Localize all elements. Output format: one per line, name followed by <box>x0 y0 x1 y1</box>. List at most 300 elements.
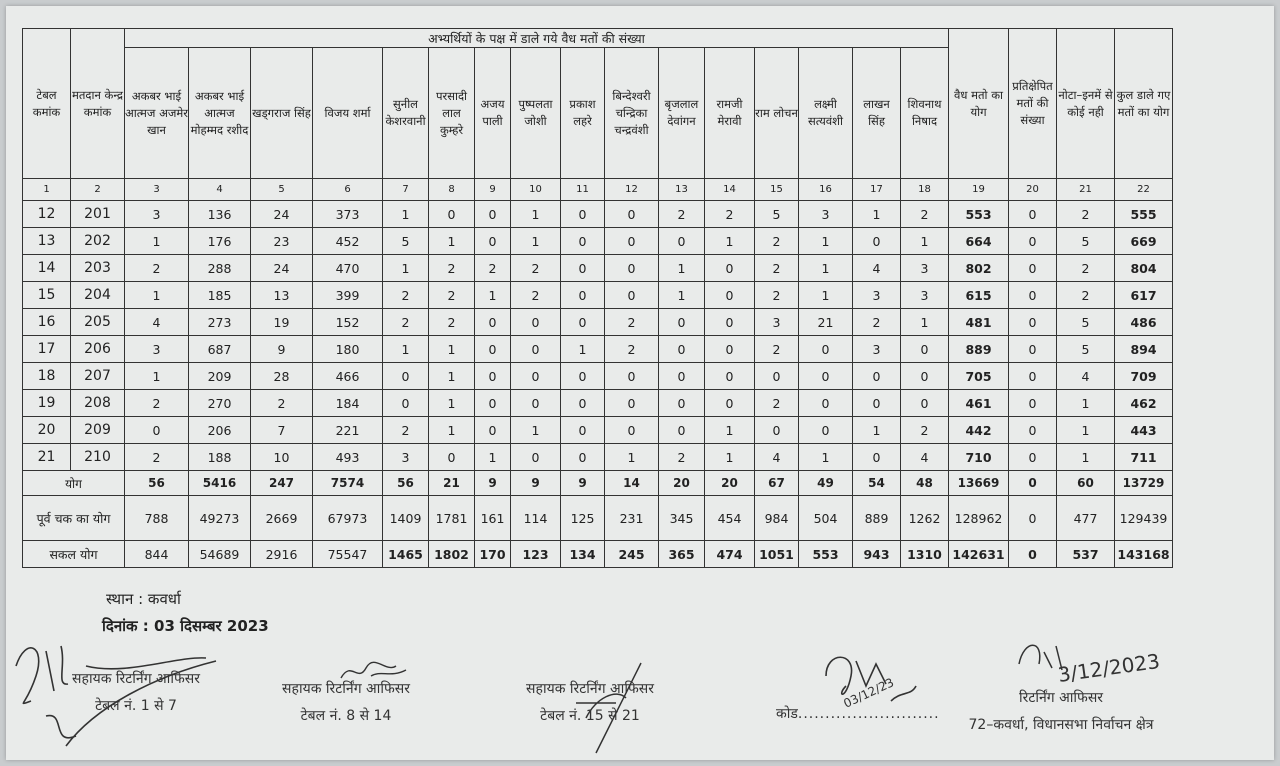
table-cell: 0 <box>1009 228 1057 255</box>
table-cell: 152 <box>313 309 383 336</box>
table-cell: 4 <box>853 255 901 282</box>
table-cell: 0 <box>605 390 659 417</box>
header-valid-total: वैध मतो का योग <box>949 29 1009 179</box>
grand-row <box>23 541 1173 568</box>
table-row <box>23 336 1173 363</box>
table-cell: 1 <box>901 228 949 255</box>
table-cell: 1 <box>1057 444 1115 471</box>
table-cell: 1310 <box>901 541 949 568</box>
table-cell: 373 <box>313 201 383 228</box>
header-candidate: विजय शर्मा <box>313 48 383 179</box>
table-cell: 2 <box>755 255 799 282</box>
table-cell: 442 <box>949 417 1009 444</box>
table-cell: 0 <box>561 417 605 444</box>
table-cell: 180 <box>313 336 383 363</box>
table-cell: 204 <box>71 282 125 309</box>
table-cell: 20 <box>659 471 705 496</box>
row-label: योग <box>23 471 125 496</box>
header-candidate: लक्ष्मी सत्यवंशी <box>799 48 853 179</box>
column-number: 17 <box>853 179 901 201</box>
table-cell: 0 <box>659 390 705 417</box>
table-cell: 461 <box>949 390 1009 417</box>
table-row <box>23 363 1173 390</box>
table-cell: 711 <box>1115 444 1173 471</box>
signature-block-4: कोड.......................... <box>776 706 940 722</box>
table-cell: 10 <box>251 444 313 471</box>
table-cell: 0 <box>561 282 605 309</box>
table-cell: 2 <box>755 336 799 363</box>
column-number: 6 <box>313 179 383 201</box>
table-cell: 0 <box>901 336 949 363</box>
table-cell: 1 <box>383 255 429 282</box>
table-cell: 452 <box>313 228 383 255</box>
date-text: दिनांक : 03 दिसम्बर 2023 <box>102 617 269 635</box>
table-cell: 0 <box>511 363 561 390</box>
table-cell: 0 <box>561 363 605 390</box>
table-cell: 49 <box>799 471 853 496</box>
table-row <box>23 444 1173 471</box>
table-cell: 553 <box>949 201 1009 228</box>
table-cell: 2 <box>429 255 475 282</box>
table-cell: 1 <box>799 444 853 471</box>
header-candidate: प्रकाश लहरे <box>561 48 605 179</box>
table-cell: 0 <box>755 363 799 390</box>
table-cell: 1781 <box>429 496 475 541</box>
table-cell: 0 <box>853 228 901 255</box>
total-row <box>23 471 1173 496</box>
table-cell: 2 <box>429 309 475 336</box>
sig5-title: रिटर्निंग आफिसर <box>1018 690 1104 706</box>
table-cell: 14 <box>23 255 71 282</box>
header-candidate: सुनील केशरवानी <box>383 48 429 179</box>
table-cell: 0 <box>659 228 705 255</box>
table-cell: 176 <box>189 228 251 255</box>
table-cell: 537 <box>1057 541 1115 568</box>
result-sheet <box>6 6 1274 760</box>
table-row <box>23 228 1173 255</box>
column-number: 22 <box>1115 179 1173 201</box>
table-cell: 20 <box>23 417 71 444</box>
sig1-sub: टेबल नं. 1 से 7 <box>95 698 177 714</box>
table-cell: 1 <box>511 201 561 228</box>
header-candidate: राम लोचन <box>755 48 799 179</box>
table-cell: 1 <box>799 282 853 309</box>
table-cell: 3 <box>383 444 429 471</box>
table-cell: 2 <box>659 201 705 228</box>
column-number: 21 <box>1057 179 1115 201</box>
table-cell: 1802 <box>429 541 475 568</box>
table-cell: 1 <box>429 228 475 255</box>
table-cell: 3 <box>125 201 189 228</box>
table-cell: 2 <box>755 228 799 255</box>
table-cell: 1 <box>125 228 189 255</box>
table-cell: 2 <box>605 336 659 363</box>
header-candidate: बृजलाल देवांगन <box>659 48 705 179</box>
table-cell: 0 <box>705 336 755 363</box>
table-cell: 0 <box>1009 309 1057 336</box>
table-cell: 617 <box>1115 282 1173 309</box>
sig3-sub: टेबल नं. 15 से 21 <box>540 708 640 724</box>
table-cell: 0 <box>705 390 755 417</box>
table-cell: 894 <box>1115 336 1173 363</box>
sig2-sub: टेबल नं. 8 से 14 <box>300 708 392 724</box>
table-cell: 143168 <box>1115 541 1173 568</box>
sig5-sub: 72–कवर्धा, विधानसभा निर्वाचन क्षेत्र <box>968 717 1154 733</box>
signature-scribble-5 <box>1014 634 1164 694</box>
table-cell: 1 <box>383 201 429 228</box>
table-cell: 0 <box>605 417 659 444</box>
table-cell: 221 <box>313 417 383 444</box>
table-cell: 208 <box>71 390 125 417</box>
table-cell: 486 <box>1115 309 1173 336</box>
table-cell: 0 <box>659 309 705 336</box>
table-cell: 462 <box>1115 390 1173 417</box>
table-cell: 0 <box>853 390 901 417</box>
table-cell: 2 <box>1057 255 1115 282</box>
table-cell: 984 <box>755 496 799 541</box>
table-cell: 0 <box>475 309 511 336</box>
table-row <box>23 255 1173 282</box>
table-cell: 5 <box>1057 309 1115 336</box>
table-cell: 0 <box>561 444 605 471</box>
column-number: 15 <box>755 179 799 201</box>
table-cell: 454 <box>705 496 755 541</box>
column-number: 19 <box>949 179 1009 201</box>
table-cell: 2 <box>901 201 949 228</box>
table-cell: 0 <box>1009 541 1057 568</box>
table-cell: 0 <box>1009 471 1057 496</box>
table-cell: 245 <box>605 541 659 568</box>
table-cell: 0 <box>705 255 755 282</box>
table-cell: 5 <box>1057 336 1115 363</box>
table-cell: 28 <box>251 363 313 390</box>
table-cell: 0 <box>659 363 705 390</box>
table-cell: 1 <box>511 417 561 444</box>
table-cell: 0 <box>475 336 511 363</box>
table-cell: 24 <box>251 255 313 282</box>
table-cell: 705 <box>949 363 1009 390</box>
table-cell: 19 <box>251 309 313 336</box>
table-cell: 443 <box>1115 417 1173 444</box>
table-cell: 2 <box>755 282 799 309</box>
table-cell: 0 <box>429 201 475 228</box>
table-cell: 0 <box>853 444 901 471</box>
table-cell: 273 <box>189 309 251 336</box>
table-cell: 1 <box>705 444 755 471</box>
table-cell: 2 <box>1057 201 1115 228</box>
table-cell: 7 <box>251 417 313 444</box>
column-number: 10 <box>511 179 561 201</box>
header-candidate: अकबर भाई आत्मज मोहम्मद रशीद <box>189 48 251 179</box>
table-cell: 21 <box>23 444 71 471</box>
header-candidate: शिवनाथ निषाद <box>901 48 949 179</box>
header-candidate: परसादी लाल कुम्हरे <box>429 48 475 179</box>
table-cell: 0 <box>561 228 605 255</box>
table-cell: 470 <box>313 255 383 282</box>
table-cell: 3 <box>853 282 901 309</box>
table-cell: 3 <box>125 336 189 363</box>
table-cell: 288 <box>189 255 251 282</box>
table-cell: 0 <box>799 363 853 390</box>
table-cell: 9 <box>511 471 561 496</box>
table-cell: 0 <box>605 228 659 255</box>
table-cell: 2 <box>511 255 561 282</box>
table-cell: 247 <box>251 471 313 496</box>
table-cell: 1 <box>901 309 949 336</box>
table-cell: 0 <box>901 390 949 417</box>
table-cell: 54 <box>853 471 901 496</box>
table-cell: 1051 <box>755 541 799 568</box>
table-cell: 0 <box>561 390 605 417</box>
table-cell: 1 <box>561 336 605 363</box>
table-cell: 2 <box>383 417 429 444</box>
table-cell: 2 <box>383 309 429 336</box>
table-cell: 493 <box>313 444 383 471</box>
table-cell: 18 <box>23 363 71 390</box>
previous-row <box>23 496 1173 541</box>
header-candidate: पुष्पलता जोशी <box>511 48 561 179</box>
table-cell: 2 <box>755 390 799 417</box>
table-cell: 804 <box>1115 255 1173 282</box>
table-cell: 0 <box>511 444 561 471</box>
table-cell: 2 <box>125 255 189 282</box>
table-cell: 3 <box>799 201 853 228</box>
table-cell: 1 <box>659 255 705 282</box>
table-cell: 136 <box>189 201 251 228</box>
table-cell: 20 <box>705 471 755 496</box>
table-cell: 4 <box>1057 363 1115 390</box>
sig4-date: 03/12/23 <box>841 675 897 711</box>
table-cell: 5 <box>755 201 799 228</box>
table-cell: 1 <box>1057 417 1115 444</box>
table-cell: 14 <box>605 471 659 496</box>
header-nota: नोटा–इनमें से कोई नही <box>1057 29 1115 179</box>
table-cell: 2669 <box>251 496 313 541</box>
table-cell: 615 <box>949 282 1009 309</box>
sig3-title: सहायक रिटर्निंग आफिसर <box>526 681 654 697</box>
table-cell: 202 <box>71 228 125 255</box>
table-cell: 1 <box>125 282 189 309</box>
table-cell: 0 <box>799 390 853 417</box>
table-cell: 802 <box>949 255 1009 282</box>
table-cell: 0 <box>475 417 511 444</box>
table-cell: 0 <box>705 363 755 390</box>
table-cell: 3 <box>901 282 949 309</box>
table-cell: 553 <box>799 541 853 568</box>
sig2-title: सहायक रिटर्निंग आफिसर <box>282 681 410 697</box>
table-cell: 2916 <box>251 541 313 568</box>
table-cell: 0 <box>475 390 511 417</box>
table-cell: 2 <box>251 390 313 417</box>
table-cell: 2 <box>901 417 949 444</box>
header-candidate: अकबर भाई आत्मज अजमेर खान <box>125 48 189 179</box>
table-cell: 7574 <box>313 471 383 496</box>
table-cell: 0 <box>1009 201 1057 228</box>
signature-scribble-2 <box>336 658 416 688</box>
table-cell: 1 <box>511 228 561 255</box>
signature-scribble-4 <box>816 646 926 716</box>
table-cell: 0 <box>1009 496 1057 541</box>
table-cell: 1 <box>605 444 659 471</box>
table-cell: 1 <box>799 255 853 282</box>
column-number: 4 <box>189 179 251 201</box>
table-cell: 1 <box>429 417 475 444</box>
table-cell: 21 <box>799 309 853 336</box>
table-cell: 209 <box>71 417 125 444</box>
table-cell: 142631 <box>949 541 1009 568</box>
table-cell: 123 <box>511 541 561 568</box>
signature-scribble-3 <box>556 658 656 758</box>
table-cell: 0 <box>475 228 511 255</box>
header-candidate: लाखन सिंह <box>853 48 901 179</box>
table-cell: 0 <box>1009 255 1057 282</box>
column-number: 11 <box>561 179 605 201</box>
table-cell: 0 <box>125 417 189 444</box>
table-cell: 2 <box>605 309 659 336</box>
table-cell: 2 <box>125 390 189 417</box>
column-number: 13 <box>659 179 705 201</box>
table-cell: 889 <box>853 496 901 541</box>
table-cell: 0 <box>511 390 561 417</box>
table-cell: 0 <box>853 363 901 390</box>
table-cell: 209 <box>189 363 251 390</box>
table-cell: 4 <box>755 444 799 471</box>
table-cell: 1 <box>853 417 901 444</box>
table-cell: 669 <box>1115 228 1173 255</box>
table-cell: 201 <box>71 201 125 228</box>
table-cell: 844 <box>125 541 189 568</box>
table-cell: 466 <box>313 363 383 390</box>
table-cell: 709 <box>1115 363 1173 390</box>
table-cell: 0 <box>383 363 429 390</box>
table-cell: 0 <box>561 255 605 282</box>
table-cell: 0 <box>561 309 605 336</box>
column-number: 14 <box>705 179 755 201</box>
table-cell: 2 <box>1057 282 1115 309</box>
table-cell: 1262 <box>901 496 949 541</box>
table-cell: 889 <box>949 336 1009 363</box>
table-cell: 48 <box>901 471 949 496</box>
table-cell: 1 <box>705 417 755 444</box>
table-row <box>23 282 1173 309</box>
header-candidate: अजय पाली <box>475 48 511 179</box>
table-cell: 1409 <box>383 496 429 541</box>
table-cell: 2 <box>659 444 705 471</box>
table-cell: 4 <box>901 444 949 471</box>
table-cell: 9 <box>251 336 313 363</box>
table-cell: 664 <box>949 228 1009 255</box>
table-cell: 365 <box>659 541 705 568</box>
table-cell: 129439 <box>1115 496 1173 541</box>
header-caption: अभ्यर्थियों के पक्ष में डाले गये वैध मतों की संख्या <box>125 29 949 48</box>
table-cell: 13 <box>251 282 313 309</box>
table-cell: 0 <box>511 309 561 336</box>
table-cell: 134 <box>561 541 605 568</box>
table-cell: 0 <box>1009 390 1057 417</box>
table-cell: 943 <box>853 541 901 568</box>
table-cell: 2 <box>125 444 189 471</box>
signature-scribble-1 <box>6 616 236 766</box>
table-row <box>23 390 1173 417</box>
table-cell: 0 <box>1009 282 1057 309</box>
sig1-title: सहायक रिटर्निंग आफिसर <box>72 671 200 687</box>
table-cell: 21 <box>429 471 475 496</box>
table-cell: 1 <box>799 228 853 255</box>
table-cell: 17 <box>23 336 71 363</box>
table-cell: 0 <box>1009 444 1057 471</box>
table-cell: 125 <box>561 496 605 541</box>
table-cell: 12 <box>23 201 71 228</box>
table-cell: 24 <box>251 201 313 228</box>
header-rejected: प्रतिक्षेपित मतों की संख्या <box>1009 29 1057 179</box>
table-cell: 49273 <box>189 496 251 541</box>
table-cell: 0 <box>705 282 755 309</box>
table-cell: 1 <box>429 390 475 417</box>
table-cell: 203 <box>71 255 125 282</box>
table-cell: 0 <box>511 336 561 363</box>
table-cell: 345 <box>659 496 705 541</box>
table-row <box>23 309 1173 336</box>
vote-count-table <box>22 28 1173 568</box>
table-cell: 2 <box>705 201 755 228</box>
table-cell: 114 <box>511 496 561 541</box>
column-number: 3 <box>125 179 189 201</box>
table-cell: 0 <box>605 282 659 309</box>
table-cell: 0 <box>1009 417 1057 444</box>
handwritten-date: 3/12/2023 <box>1056 648 1162 687</box>
table-cell: 0 <box>605 201 659 228</box>
table-cell: 16 <box>23 309 71 336</box>
header-candidate: रामजी मेरावी <box>705 48 755 179</box>
column-number: 8 <box>429 179 475 201</box>
table-cell: 0 <box>383 390 429 417</box>
table-cell: 1465 <box>383 541 429 568</box>
table-cell: 184 <box>313 390 383 417</box>
column-number: 20 <box>1009 179 1057 201</box>
row-label: सकल योग <box>23 541 125 568</box>
table-cell: 2 <box>429 282 475 309</box>
table-cell: 67973 <box>313 496 383 541</box>
table-cell: 0 <box>705 309 755 336</box>
table-cell: 231 <box>605 496 659 541</box>
table-cell: 0 <box>799 417 853 444</box>
column-number: 9 <box>475 179 511 201</box>
table-cell: 1 <box>125 363 189 390</box>
table-cell: 19 <box>23 390 71 417</box>
table-cell: 3 <box>755 309 799 336</box>
row-label: पूर्व चक का योग <box>23 496 125 541</box>
table-cell: 0 <box>659 336 705 363</box>
table-cell: 710 <box>949 444 1009 471</box>
table-cell: 3 <box>901 255 949 282</box>
table-cell: 205 <box>71 309 125 336</box>
table-cell: 56 <box>383 471 429 496</box>
table-cell: 15 <box>23 282 71 309</box>
table-cell: 9 <box>561 471 605 496</box>
table-cell: 5 <box>383 228 429 255</box>
table-cell: 687 <box>189 336 251 363</box>
table-cell: 1 <box>475 282 511 309</box>
table-cell: 0 <box>901 363 949 390</box>
table-cell: 0 <box>755 417 799 444</box>
table-cell: 0 <box>605 363 659 390</box>
table-cell: 504 <box>799 496 853 541</box>
column-number: 16 <box>799 179 853 201</box>
table-cell: 1 <box>383 336 429 363</box>
table-cell: 481 <box>949 309 1009 336</box>
table-cell: 128962 <box>949 496 1009 541</box>
table-cell: 13729 <box>1115 471 1173 496</box>
